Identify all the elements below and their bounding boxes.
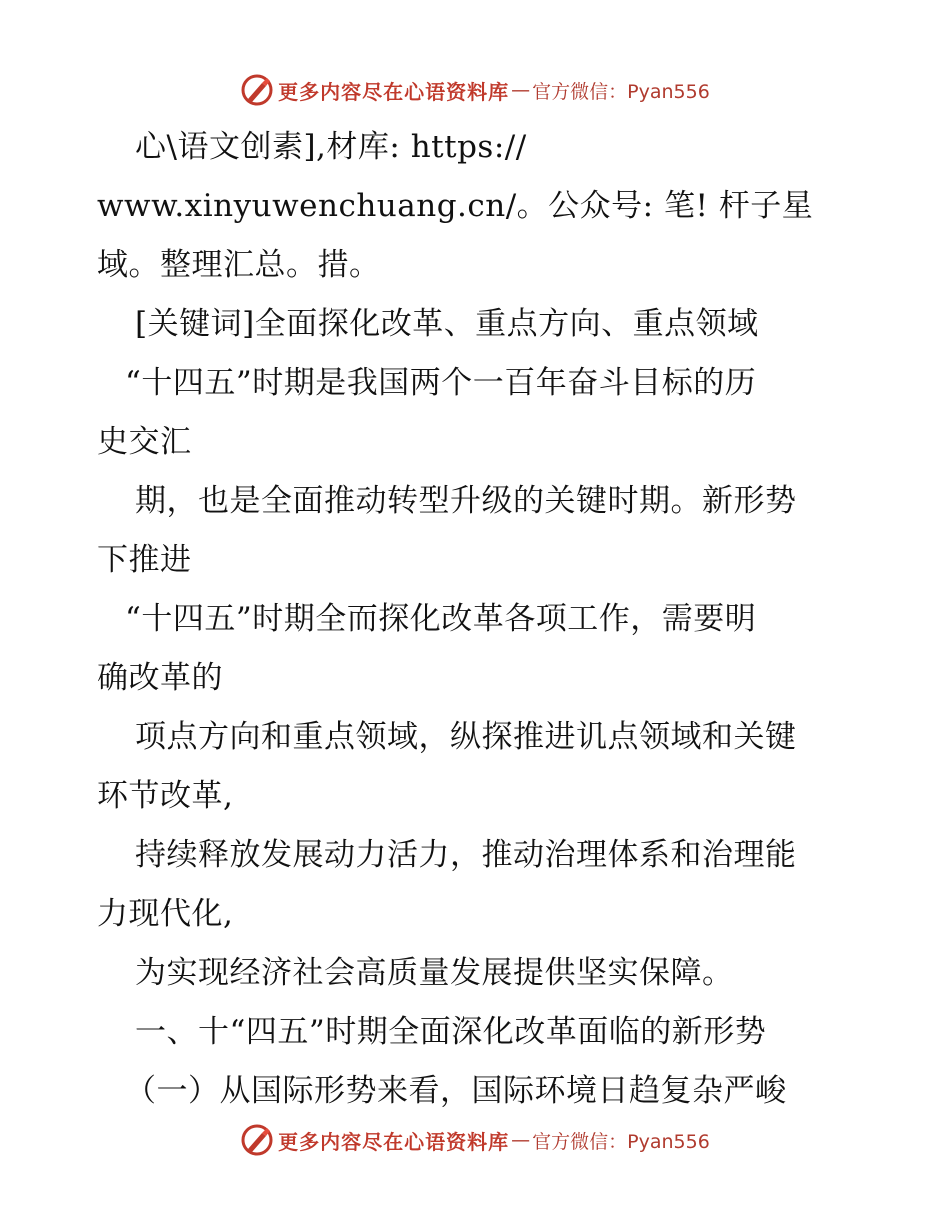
banner-main-text: 更多内容尽在心语资料库: [278, 1129, 510, 1154]
text-line: www.xinyuwenchuang.cn/。公众号: 笔! 杆子星: [97, 188, 814, 224]
header-banner: [0, 70, 950, 110]
banner-dash: —: [511, 1129, 531, 1151]
banner-sub-text: 官方微信：Pyan556: [532, 80, 710, 103]
section-heading: 一、十“四五”时期全面深化改革面临的新形势: [135, 1014, 767, 1050]
banner-main-text: 更多内容尽在心语资料库: [278, 79, 510, 104]
text-line: “十四五”时期全而探化改革各项工作，需要明: [125, 601, 757, 637]
text-line: 期，也是全面推动转型升级的关键时期。新形势: [135, 483, 797, 519]
text-line: 心\语文创素],材库: https://: [135, 129, 527, 165]
subsection-heading: （一）从国际形势来看，国际环境日趋复杂严峻: [125, 1073, 787, 1109]
banner-sub-text: 官方微信：Pyan556: [532, 1130, 710, 1153]
text-line: 力现代化,: [97, 896, 234, 932]
text-line: 域。整理汇总。措。: [97, 247, 381, 283]
pen-logo-icon: [240, 73, 274, 107]
text-line: 史交汇: [97, 424, 192, 460]
text-line: 持续释放发展动力活力，推动治理体系和治理能: [135, 837, 797, 873]
text-line: 环节改革,: [97, 778, 234, 814]
text-line: 为实现经济社会高质量发展提供坚实保障。: [135, 955, 734, 991]
text-line: “十四五”时期是我国两个一百年奋斗目标的历: [125, 365, 757, 401]
text-line: 下推进: [97, 542, 192, 578]
banner-dash: —: [511, 79, 531, 101]
footer-banner: [0, 1120, 950, 1160]
text-line: [关键词]全面探化改革、重点方向、重点领域: [135, 306, 759, 342]
text-line: 项点方向和重点领域，纵探推进讥点领域和关键: [135, 719, 797, 755]
pen-logo-icon: [240, 1123, 274, 1157]
text-line: 确改革的: [97, 660, 223, 696]
document-body: [97, 118, 857, 1121]
